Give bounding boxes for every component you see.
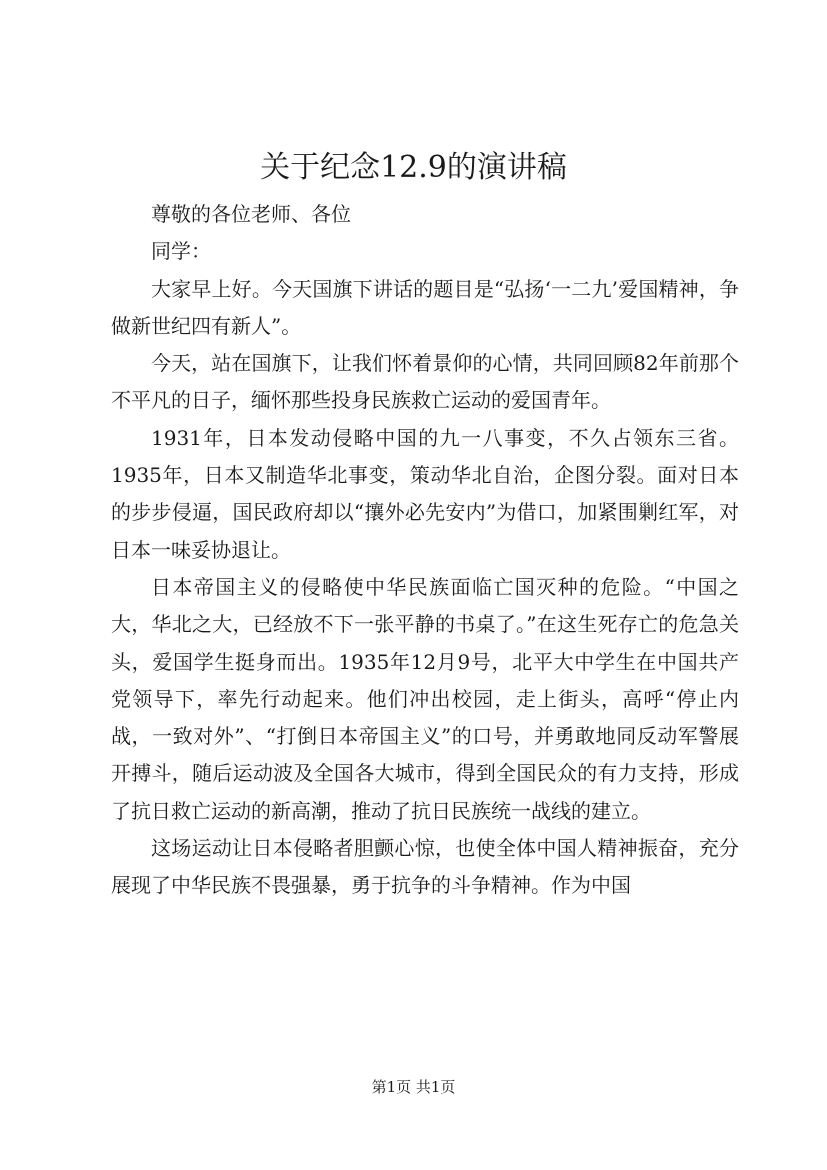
page-footer: 第1页 共1页 xyxy=(371,1078,456,1096)
paragraph-greeting: 大家早上好。今天国旗下讲话的题目是“弘扬‘一二九’爱国精神，争做新世纪四有新人”。 xyxy=(111,276,739,338)
document-title: 关于纪念12.9的演讲稿 xyxy=(260,150,567,185)
paragraph-intro: 今天，站在国旗下，让我们怀着景仰的心情，共同回顾82年前那个不平凡的日子，缅怀那些投身民族救亡运动的爱国青年。 xyxy=(111,351,739,413)
document-body xyxy=(111,196,739,905)
paragraph-history: 1931年，日本发动侵略中国的九一八事变，不久占领东三省。1935年，日本又制造华北事变，策动华北自治，企图分裂。面对日本的步步侵逼，国民政府却以“攘外必先安内”为借口，加紧围剿红军，对日本一味妥协退让。 xyxy=(111,425,739,562)
paragraph-movement: 日本帝国主义的侵略使中华民族面临亡国灭种的危险。“中国之大，华北之大，已经放不下一张平静的书桌了。”在这生死存亡的危急关头，爱国学生挺身而出。1935年12月9号，北平大中学生在中国共产党领导下，率先行动起来。他们冲出校园，走上街头，高呼“停止内战，一致对外”、“打倒日本帝国主义”的口号，并勇敢地同反动军警展开搏斗，随后运动波及全国各大城市，得到全国民众的有力支持，形成了抗日救亡运动的新高潮，推动了抗日民族统一战线的建立。 xyxy=(111,574,739,823)
salutation-line-2: 同学： xyxy=(151,239,211,264)
salutation-line-1: 尊敬的各位老师、各位 xyxy=(151,202,351,226)
paragraph-significance: 这场运动让日本侵略者胆颤心惊，也使全体中国人精神振奋，充分展现了中华民族不畏强暴，勇于抗争的斗争精神。作为中国 xyxy=(111,836,739,898)
